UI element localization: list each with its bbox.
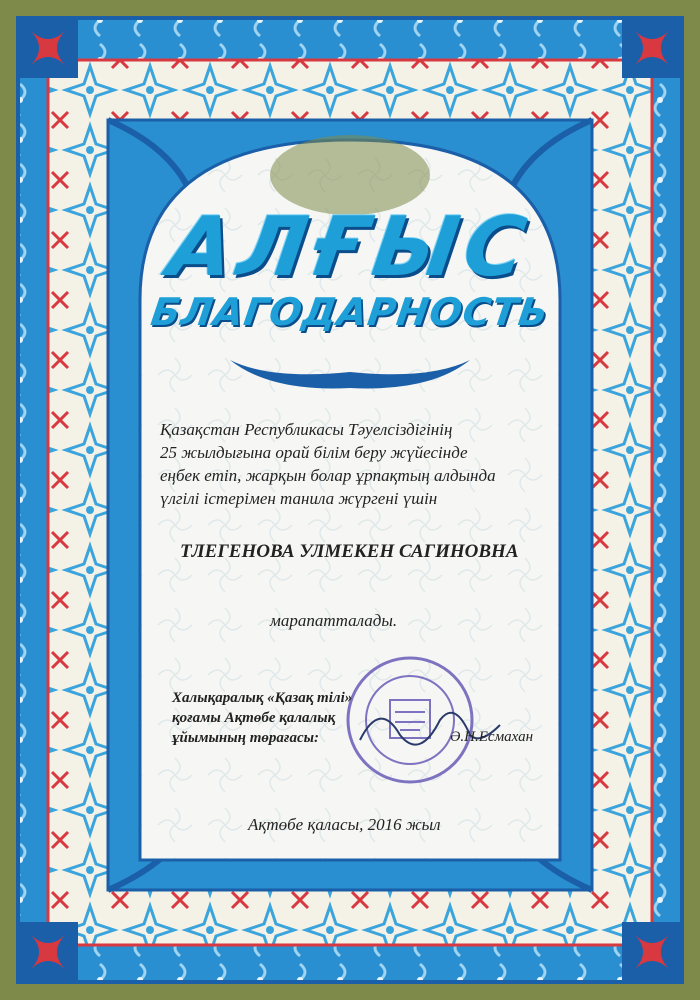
signer-name: Ә.Н.Есмахан	[450, 729, 534, 745]
title-russian: БЛАГОДАРНОСТЬ	[148, 290, 552, 334]
place-date: Ақтөбе қаласы, 2016 жыл	[248, 815, 441, 834]
body-line: үлгілі істерімен танила жүргені үшін	[160, 489, 438, 508]
body-text	[160, 418, 580, 510]
body-line: 25 жылдығына орай білім беру жүйесінде	[160, 443, 468, 462]
body-line: еңбек етіп, жарқын болар ұрпақтың алдында	[160, 466, 496, 485]
organization-line: Халықаралық «Қазақ тілі»	[172, 690, 353, 706]
organization-block	[172, 688, 382, 748]
body-line: Қазақстан Республикасы Тәуелсіздігінің	[160, 420, 453, 439]
recipient-name: ТЛЕГЕНОВА УЛМЕКЕН САГИНОВНА	[180, 541, 519, 562]
organization-line: қоғамы Ақтөбе қалалық	[172, 710, 336, 726]
title-kazakh: АЛҒЫС	[162, 200, 538, 295]
organization-line: ұйымының төрағасы:	[172, 730, 320, 746]
awarded-text: марапатталады.	[270, 611, 398, 630]
